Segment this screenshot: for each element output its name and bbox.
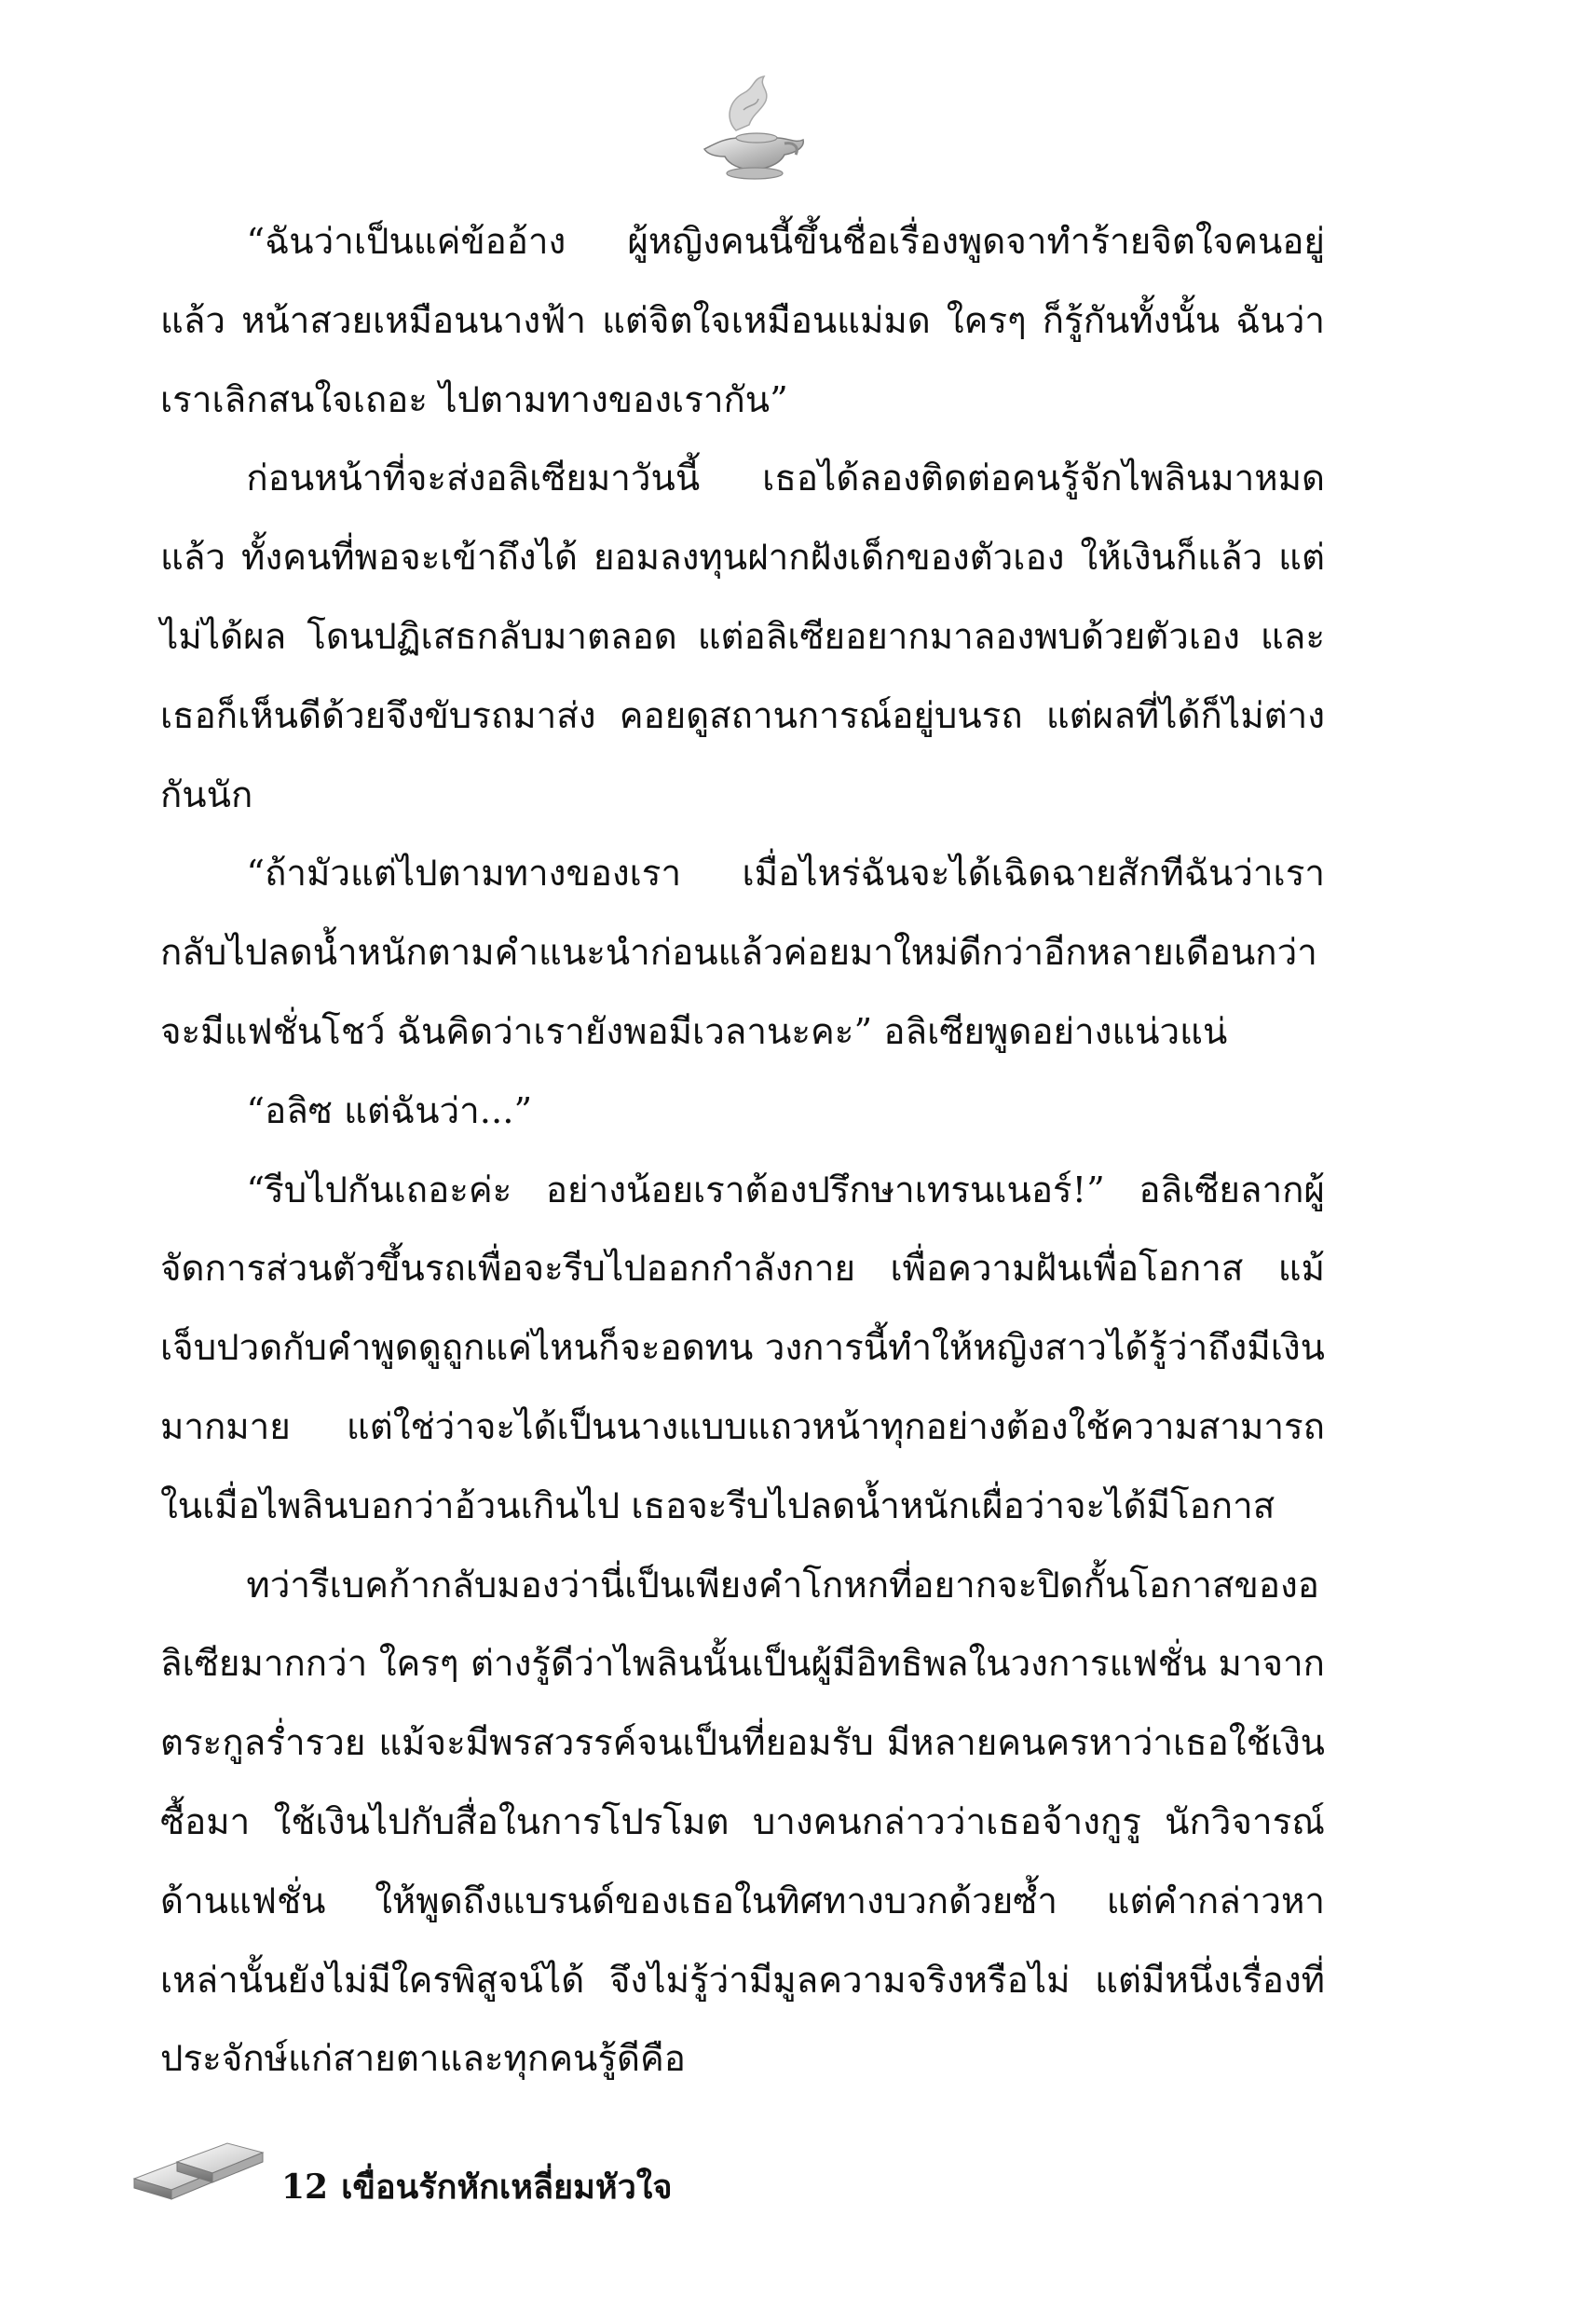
paragraph: “ถ้ามัวแต่ไปตามทางของเรา เมื่อไหร่ฉันจะได้เฉิดฉายสักทีฉันว่าเรากลับไปลดน้ำหนักตามคำแนะนำก่อนแล้วค่อยมาใหม่ดีกว่าอีกหลายเดือนกว่าจะมีแฟชั่นโชว์ ฉันคิดว่าเรายังพอมีเวลานะคะ” อลิเซียพูดอย่างแน่วแน่ [160,853,1325,1053]
paragraph: “อลิซ แต่ฉันว่า...” [246,1089,533,1132]
silver-bars-icon [130,2125,280,2208]
paragraph: “รีบไปกันเถอะค่ะ อย่างน้อยเราต้องปรึกษาเทรนเนอร์!” อลิเซียลากผู้จัดการส่วนตัวขึ้นรถเพื่อจะรีบไปออกกำลังกาย เพื่อความฝันเพื่อโอกาส แม้เจ็บปวดกับคำพูดดูถูกแค่ไหนก็จะอดทน วงการนี้ทำให้หญิงสาวได้รู้ว่าถึงมีเงินมากมาย แต่ใช่ว่าจะได้เป็นนางแบบแถวหน้าทุกอย่างต้องใช้ความสามารถ ในเมื่อไพลินบอกว่าอ้วนเกินไป เธอจะรีบไปลดน้ำหนักเผื่อว่าจะได้มีโอกาส [160,1169,1325,1527]
paragraph: ทว่ารีเบคก้ากลับมองว่านี่เป็นเพียงคำโกหกที่อยากจะปิดกั้นโอกาสของอลิเซียมากกว่า ใครๆ ต่างรู้ดีว่าไพลินนั้นเป็นผู้มีอิทธิพลในวงการแฟชั่น มาจากตระกูลร่ำรวย แม้จะมีพรสวรรค์จนเป็นที่ยอมรับ มีหลายคนครหาว่าเธอใช้เงินซื้อมา ใช้เงินไปกับสื่อในการโปรโมต บางคนกล่าวว่าเธอจ้างกูรู นักวิจารณ์ด้านแฟชั่น ให้พูดถึงแบรนด์ของเธอในทิศทางบวกด้วยซ้ำ แต่คำกล่าวหาเหล่านั้นยังไม่มีใครพิสูจน์ได้ จึงไม่รู้ว่ามีมูลความจริงหรือไม่ แต่มีหนึ่งเรื่องที่ประจักษ์แก่สายตาและทุกคนรู้ดีคือ [160,1564,1325,2081]
page-number: 12 [281,2167,329,2207]
footer-caption [281,2160,672,2213]
magic-lamp-icon [688,73,818,185]
paragraph: “ฉันว่าเป็นแค่ข้ออ้าง ผู้หญิงคนนี้ขึ้นชื่อเรื่องพูดจาทำร้ายจิตใจคนอยู่แล้ว หน้าสวยเหมือนนางฟ้า แต่จิตใจเหมือนแม่มด ใครๆ ก็รู้กันทั้งนั้น ฉันว่าเราเลิกสนใจเถอะ ไปตามทางของเรากัน” [160,221,1325,421]
book-title: เขื่อนรักหักเหลี่ยมหัวใจ [341,2167,673,2207]
chapter-body [160,203,1325,2099]
paragraph: ก่อนหน้าที่จะส่งอลิเซียมาวันนี้ เธอได้ลองติดต่อคนรู้จักไพลินมาหมดแล้ว ทั้งคนที่พอจะเข้าถึงได้ ยอมลงทุนฝากฝังเด็กของตัวเอง ให้เงินก็แล้ว แต่ไม่ได้ผล โดนปฏิเสธกลับมาตลอด แต่อลิเซียอยากมาลองพบด้วยตัวเอง และเธอก็เห็นดีด้วยจึงขับรถมาส่ง คอยดูสถานการณ์อยู่บนรถ แต่ผลที่ได้ก็ไม่ต่างกันนัก [160,458,1325,816]
page-footer [130,2125,783,2208]
